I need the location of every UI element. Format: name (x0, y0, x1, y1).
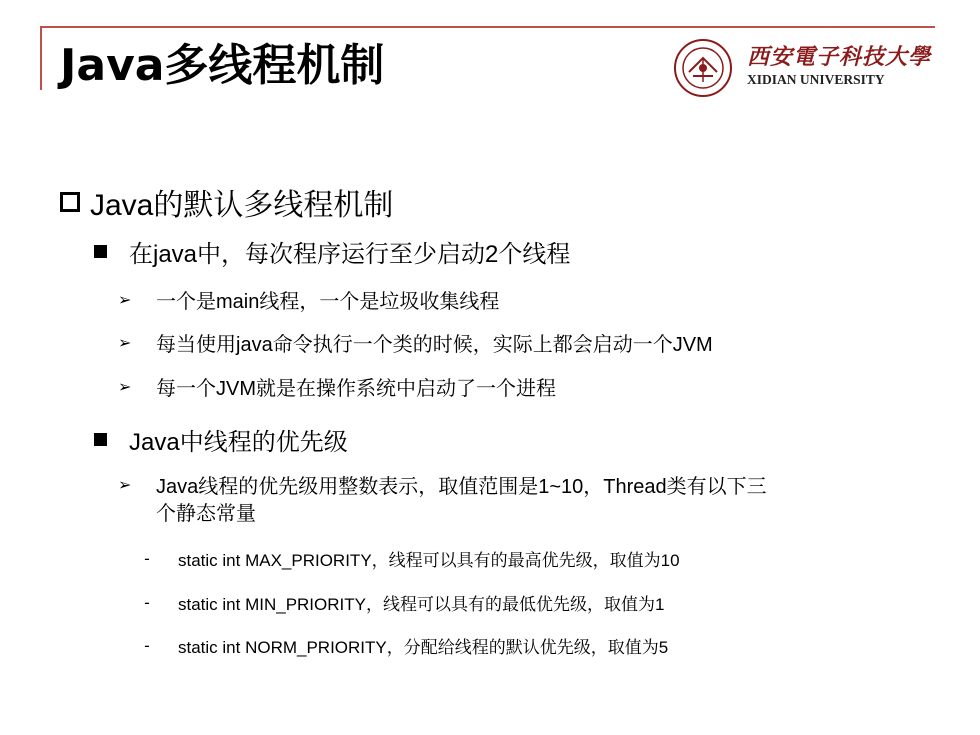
arrow-bullet-icon: ➢ (118, 334, 132, 352)
header-frame-top-line (40, 26, 935, 28)
sub-list-item (118, 285, 499, 314)
arrow-bullet-icon: ➢ (118, 291, 132, 309)
arrow-bullet-icon: ➢ (118, 378, 132, 396)
university-logo (673, 38, 943, 100)
university-name-cn: 西安電子科技大學 (747, 44, 932, 70)
dash-bullet-icon: - (144, 548, 150, 568)
header-frame-left-line (40, 26, 42, 90)
constant-item (140, 590, 664, 615)
university-seal-icon (673, 38, 733, 98)
slide-title: Java多线程机制 (60, 40, 385, 91)
hollow-square-bullet-icon (60, 192, 80, 212)
list-item-text: Java中线程的优先级 (129, 429, 348, 456)
dash-bullet-icon: - (144, 635, 150, 655)
sub-list-item (118, 372, 556, 401)
sub-list-item-continuation: 个静态常量 (156, 503, 256, 525)
list-item-text: 在java中，每次程序运行至少启动2个线程 (129, 241, 571, 268)
filled-square-bullet-icon (94, 433, 107, 446)
sub-list-item-text: 每一个JVM就是在操作系统中启动了一个进程 (156, 378, 556, 400)
sub-list-item-text: 一个是main线程，一个是垃圾收集线程 (156, 291, 500, 313)
list-item (94, 234, 570, 269)
section-heading (60, 180, 393, 224)
sub-list-item (118, 470, 767, 499)
sub-list-item-text: 每当使用java命令执行一个类的时候，实际上都会启动一个JVM (156, 334, 713, 356)
constant-item-text: static int NORM_PRIORITY，分配给线程的默认优先级，取值为5 (178, 638, 669, 657)
constant-item (140, 633, 668, 658)
arrow-bullet-icon: ➢ (118, 476, 132, 494)
section-heading-text: Java的默认多线程机制 (90, 189, 394, 222)
dash-bullet-icon: - (144, 592, 150, 612)
sub-list-item-text: Java线程的优先级用整数表示，取值范围是1~10，Thread类有以下三 (156, 476, 767, 498)
filled-square-bullet-icon (94, 245, 107, 258)
university-name-en: XIDIAN UNIVERSITY (747, 72, 885, 87)
constant-item-text: static int MAX_PRIORITY，线程可以具有的最高优先级，取值为10 (178, 551, 680, 570)
constant-item (140, 546, 680, 571)
constant-item-text: static int MIN_PRIORITY，线程可以具有的最低优先级，取值为1 (178, 595, 665, 614)
list-item (94, 422, 348, 457)
sub-list-item (118, 328, 713, 357)
